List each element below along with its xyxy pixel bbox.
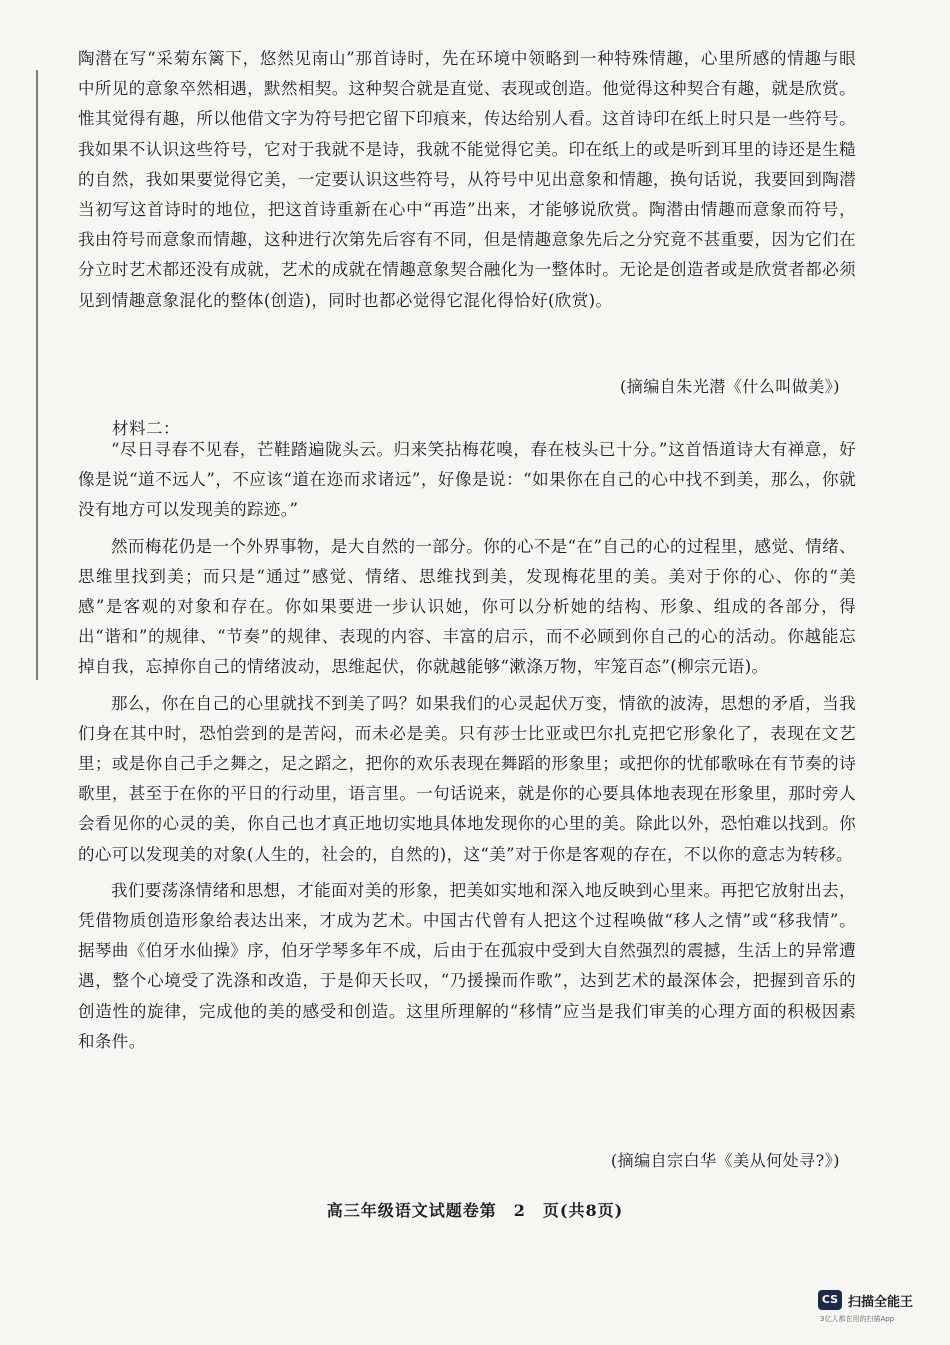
material-one-paragraph: 陶潜在写“采菊东篱下，悠然见南山”那首诗时，先在环境中领略到一种特殊情趣，心里所感的情趣与眼中所见的意象卒然相遇，默然相契。这种契合就是直觉、表现或创造。他觉得这种契合有趣，就是欣赏。惟其觉得有趣，所以他借文字为符号把它留下印痕来，传达给别人看。这首诗印在纸上时只是一些符号。我如果不认识这些符号，它对于我就不是诗，我就不能觉得它美。印在纸上的或是听到耳里的诗还是生糙的自然，我如果要觉得它美，一定要认识这些符号，从符号中见出意象和情趣，换句话说，我要回到陶潜当初写这首诗时的地位，把这首诗重新在心中“再造”出来，才能够说欣赏。陶潜由情趣而意象而符号，我由符号而意象而情趣，这种进行次第先后容有不同，但是情趣意象先后之分究竟不甚重要，因为它们在分立时艺术都还没有成就，艺术的成就在情趣意象契合融化为一整体时。无论是创造者或是欣赏者都必须见到情趣意象混化的整体(创造)，同时也都必觉得它混化得恰好(欣赏)。 xyxy=(78,49,856,310)
scanner-watermark xyxy=(818,1290,938,1330)
page-footer: 高三年级语文试题卷第 2 页(共8页) xyxy=(326,1201,624,1220)
paragraph-poem: “尽日寻春不见春，芒鞋踏遍陇头云。归来笑拈梅花嗅，春在枝头已十分。”这首悟道诗大有禅意，好像是说“道不远人”，不应该“道在迩而求诸远”，好像是说：“如果你在自己的心中找不到美，那么，你就没有地方可以发现美的踪迹。” xyxy=(78,440,856,520)
material-one-source: (摘编自朱光潜《什么叫做美》) xyxy=(620,377,840,396)
material-two-source: (摘编自宗白华《美从何处寻?》) xyxy=(610,1151,840,1170)
binding-margin-line xyxy=(36,70,38,680)
paragraph-inner-beauty: 那么，你在自己的心里就找不到美了吗？如果我们的心灵起伏万变，情欲的波涛，思想的矛盾，当我们身在其中时，恐怕尝到的是苦闷，而未必是美。只有莎士比亚或巴尔扎克把它形象化了，表现在文艺里；或是你自己手之舞之，足之蹈之，把你的欢乐表现在舞蹈的形象里；或把你的忧郁歌咏在有节奏的诗歌里，甚至于在你的平日的行动里，语言里。一句话说来，就是你的心要具体地表现在形象里，那时旁人会看见你的心灵的美，你自己也才真正地切实地具体地发现你的心里的美。除此以外，恐怕难以找到。你的心可以发现美的对象(人生的，社会的，自然的)，这“美”对于你是客观的存在，不以你的意志为转移。 xyxy=(78,693,856,864)
material-one-body xyxy=(78,44,856,316)
material-two-body xyxy=(78,435,856,1057)
watermark-app-name: 扫描全能王 xyxy=(848,1295,914,1310)
camscanner-logo-icon: CS xyxy=(818,1290,842,1310)
watermark-subtitle: 3亿人都在用的扫描App xyxy=(820,1315,895,1323)
material-two-heading: 材料二： xyxy=(112,419,180,438)
paragraph-empathy: 我们要荡涤情绪和思想，才能面对美的形象，把美如实地和深入地反映到心里来。再把它放射出去，凭借物质创造形象给表达出来，才成为艺术。中国古代曾有人把这个过程唤做“移人之情”或“移我情”。据琴曲《伯牙水仙操》序，伯牙学琴多年不成，后由于在孤寂中受到大自然强烈的震撼，生活上的异常遭遇，整个心境受了洗涤和改造，于是仰天长叹，“乃援操而作歌”，达到艺术的最深体会，把握到音乐的创造性的旋律，完成他的美的感受和创造。这里所理解的“移情”应当是我们审美的心理方面的积极因素和条件。 xyxy=(78,880,856,1051)
paragraph-plum-blossom: 然而梅花仍是一个外界事物，是大自然的一部分。你的心不是“在”自己的心的过程里，感觉、情绪、思维里找到美；而只是“通过”感觉、情绪、思维找到美，发现梅花里的美。美对于你的心、你的“美感”是客观的对象和存在。你如果要进一步认识她，你可以分析她的结构、形象、组成的各部分，得出“谐和”的规律、“节奏”的规律、表现的内容、丰富的启示，而不必顾到你自己的心的活动。你越能忘掉自我，忘掉你自己的情绪波动，思维起伏，你就越能够“漱涤万物，牢笼百态”(柳宗元语)。 xyxy=(78,536,856,677)
